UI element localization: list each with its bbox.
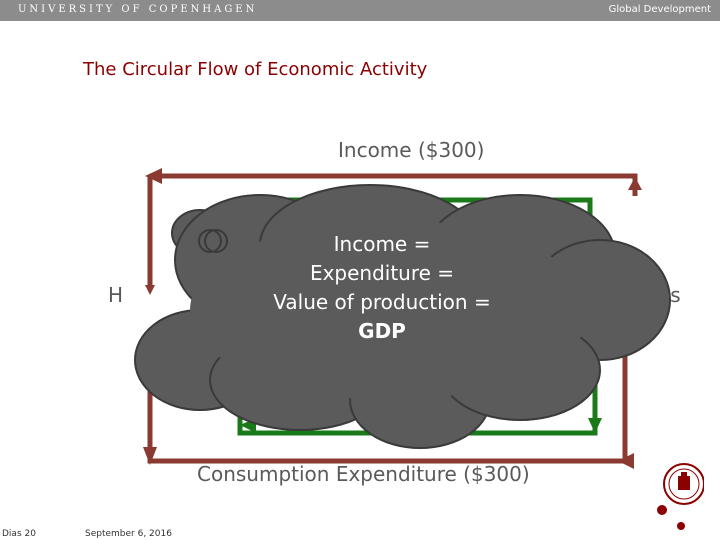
callout-text [232,230,532,346]
callout-line-expenditure: Expenditure = [309,261,455,285]
university-seal-logo [654,462,704,532]
callout-line-income: Income = [333,232,431,256]
consumption-label: Consumption Expenditure ($300) [197,462,530,486]
slide-title: The Circular Flow of Economic Activity [83,59,428,80]
firms-label: es [658,283,681,307]
households-label: H [108,283,124,307]
department-name: Global Development [608,4,711,15]
slide-number: Dias 20 [2,529,36,539]
income-label: Income ($300) [338,138,485,162]
callout-line-production: Value of production = [273,290,491,314]
slide-date: September 6, 2016 [85,529,172,539]
callout-gdp: GDP [358,319,406,343]
university-name: UNIVERSITY OF COPENHAGEN [18,4,258,15]
